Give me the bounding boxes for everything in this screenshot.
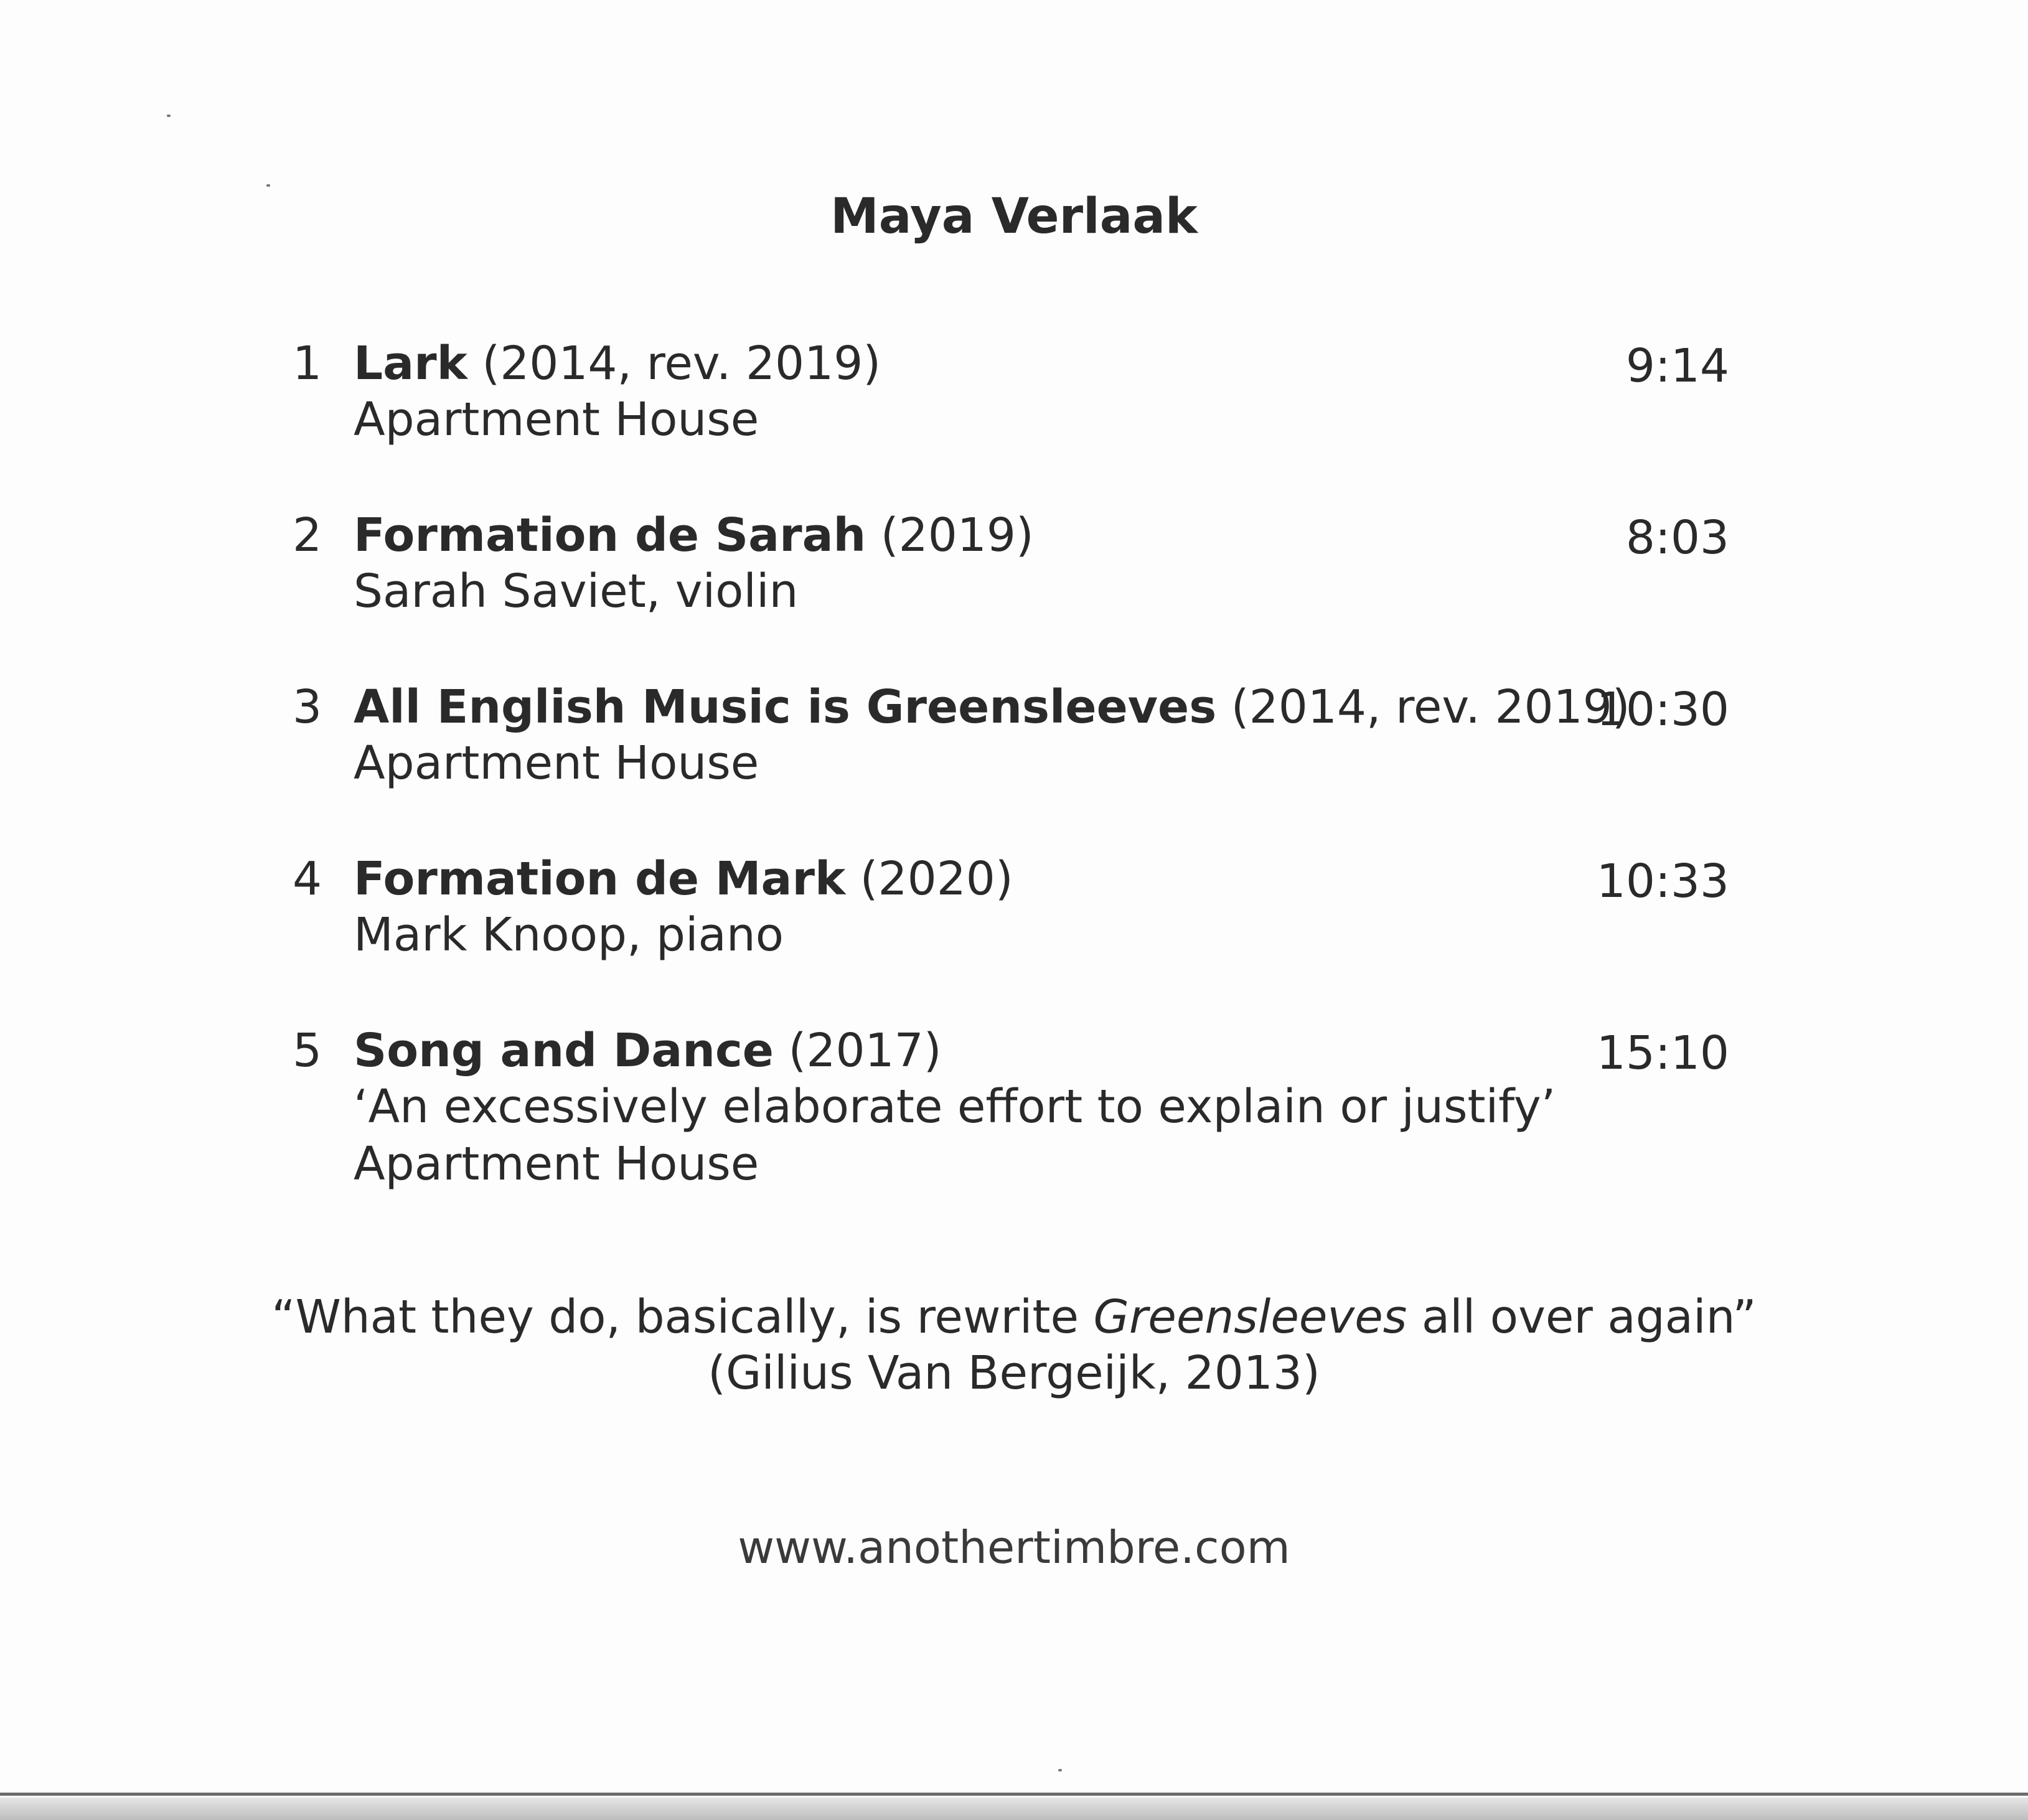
- website-url: www.anothertimbre.com: [738, 1521, 1290, 1574]
- quote-italic-title: Greensleeves: [1093, 1290, 1407, 1344]
- track-title: Formation de Sarah: [354, 509, 866, 562]
- track-date: (2020): [845, 852, 1013, 906]
- track-duration: 10:33: [1596, 855, 1729, 908]
- track-duration: 8:03: [1625, 511, 1729, 565]
- track-item: [0, 1022, 2028, 1221]
- quote-text-before: “What they do, basically, is rewrite: [271, 1290, 1094, 1344]
- quote-attribution: (Gilius Van Bergeijk, 2013): [708, 1346, 1320, 1400]
- track-duration: 10:30: [1596, 683, 1729, 736]
- track-item: [0, 335, 2028, 478]
- track-item: [0, 507, 2028, 650]
- track-date: (2014, rev. 2019): [1216, 680, 1630, 734]
- track-performer: Apartment House: [354, 1137, 759, 1191]
- dust-speck: [1058, 1769, 1062, 1771]
- dust-speck: [167, 115, 171, 117]
- track-performer: Sarah Saviet, violin: [354, 565, 799, 618]
- track-title-line: [354, 678, 1630, 736]
- quote-text-after: all over again”: [1407, 1290, 1757, 1344]
- track-number: 1: [293, 337, 322, 390]
- track-title-line: [354, 335, 881, 392]
- track-title-line: [354, 507, 1034, 564]
- track-date: (2019): [866, 509, 1034, 562]
- track-title: All English Music is Greensleeves: [354, 680, 1217, 734]
- track-title-line: [354, 850, 1013, 908]
- track-number: 5: [293, 1024, 322, 1077]
- track-performer: Mark Knoop, piano: [354, 908, 784, 962]
- track-title: Lark: [354, 337, 467, 390]
- track-number: 4: [293, 852, 322, 906]
- track-date: (2017): [774, 1024, 942, 1077]
- track-duration: 15:10: [1596, 1026, 1729, 1080]
- track-number: 3: [293, 680, 322, 734]
- track-title-line: [354, 1022, 942, 1079]
- track-performer: Apartment House: [354, 393, 759, 446]
- cover-edge: [0, 1798, 2028, 1820]
- quote: [0, 1288, 2028, 1346]
- track-number: 2: [293, 509, 322, 562]
- track-item: [0, 850, 2028, 993]
- composer-name: Maya Verlaak: [830, 189, 1198, 245]
- track-performer: Apartment House: [354, 736, 759, 790]
- track-date: (2014, rev. 2019): [467, 337, 881, 390]
- track-title: Song and Dance: [354, 1024, 774, 1077]
- track-duration: 9:14: [1625, 339, 1729, 393]
- cover-edge-line: [0, 1793, 2028, 1796]
- track-title: Formation de Mark: [354, 852, 846, 906]
- track-subtitle: ‘An excessively elaborate effort to explain or justify’: [354, 1080, 1556, 1133]
- track-item: [0, 678, 2028, 822]
